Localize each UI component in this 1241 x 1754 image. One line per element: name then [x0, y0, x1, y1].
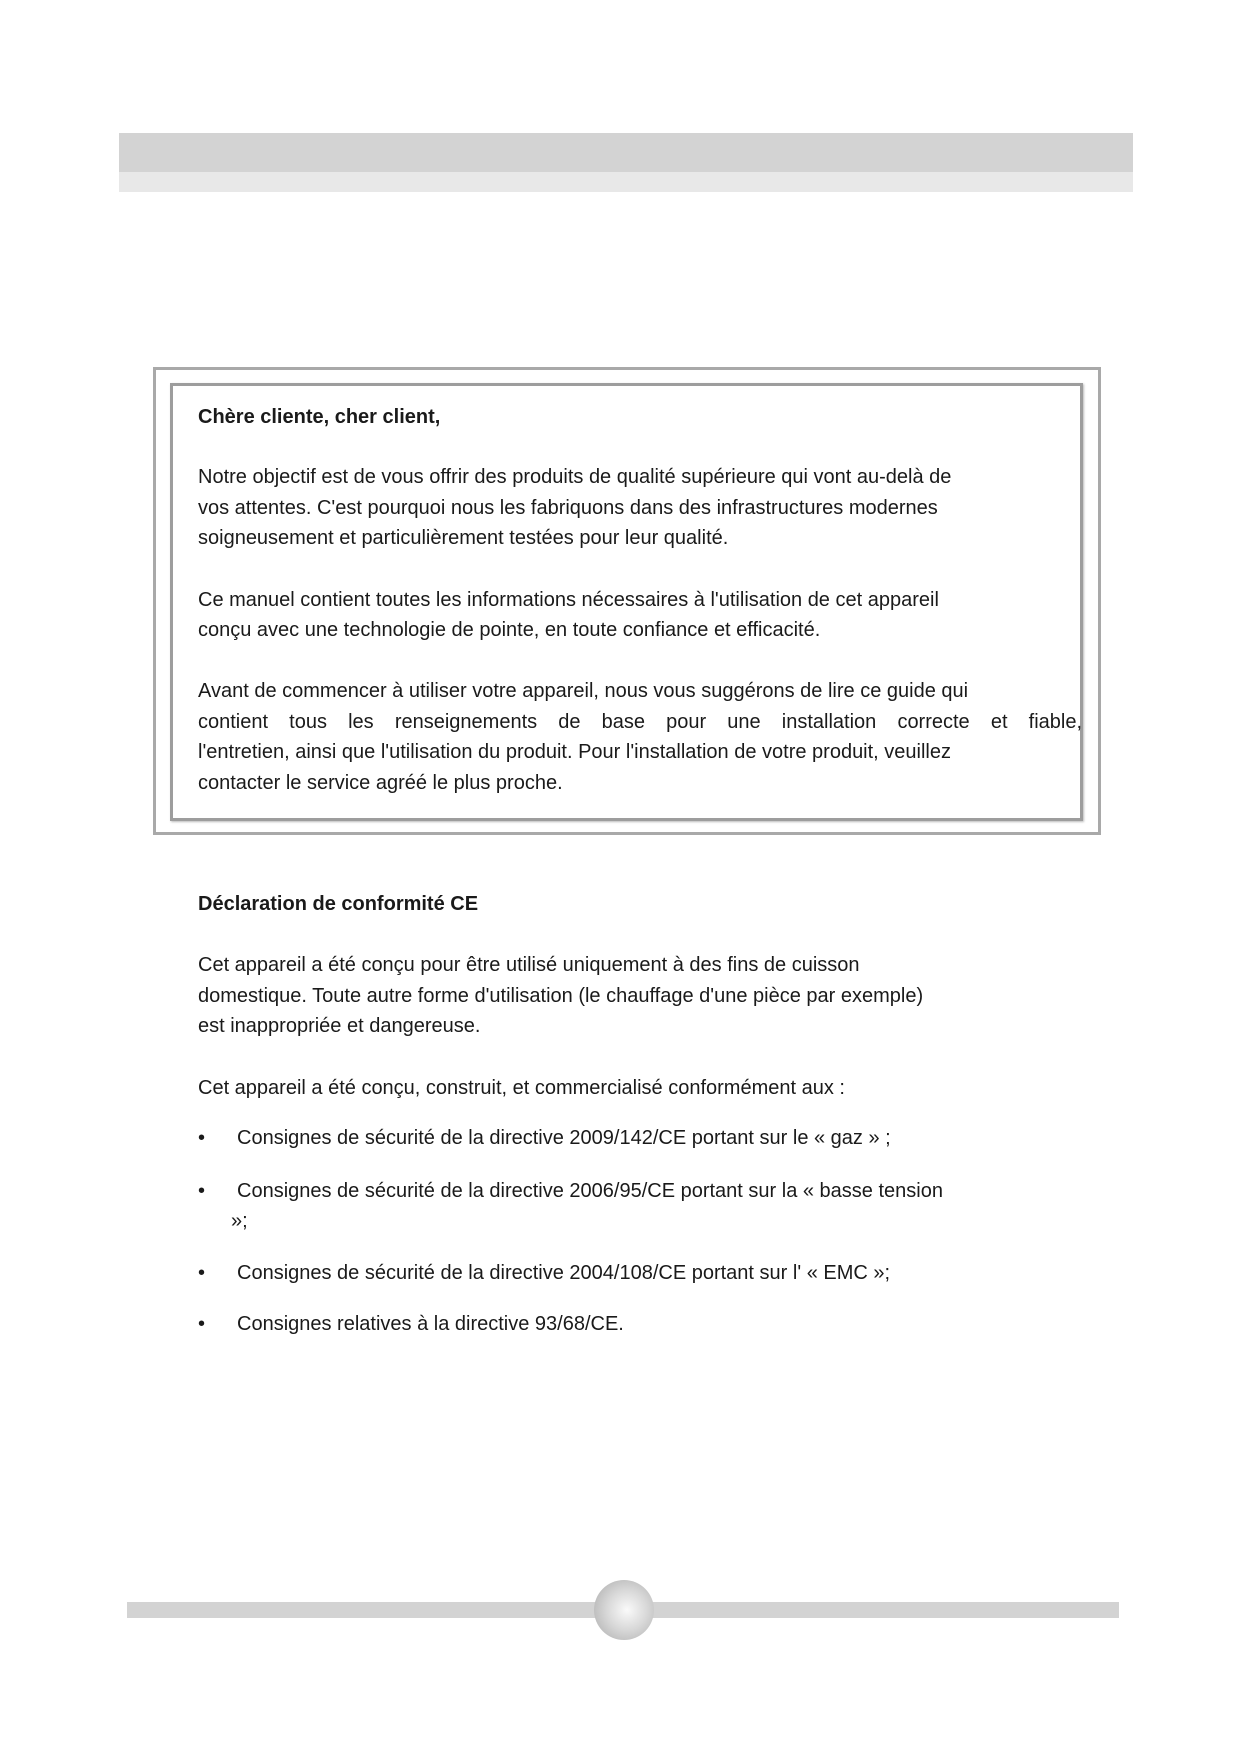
declaration-p1-line: domestique. Toute autre forme d'utilisation (le chauffage d'une pièce par exemple) [198, 985, 924, 1007]
bullet-item: Consignes de sécurité de la directive 2006/95/CE portant sur la « basse tension [237, 1180, 943, 1202]
letter-p3-line: contacter le service agréé le plus proche. [198, 772, 563, 794]
bullet-icon: • [198, 1313, 206, 1335]
letter-p3-line: Avant de commencer à utiliser votre appareil, nous vous suggérons de lire ce guide qui [198, 680, 969, 702]
declaration-p1-line: est inappropriée et dangereuse. [198, 1015, 481, 1037]
declaration-intro: Cet appareil a été conçu, construit, et commercialisé conformément aux : [198, 1077, 845, 1099]
bullet-icon: • [198, 1180, 206, 1202]
bullet-item: Consignes relatives à la directive 93/68/CE. [237, 1313, 624, 1335]
bullet-item: Consignes de sécurité de la directive 2009/142/CE portant sur le « gaz » ; [237, 1127, 891, 1149]
letter-p3-line: l'entretien, ainsi que l'utilisation du produit. Pour l'installation de votre produit, veuillez [198, 741, 951, 763]
letter-p2-line: Ce manuel contient toutes les informations nécessaires à l'utilisation de cet appareil [198, 589, 939, 611]
declaration-heading: Déclaration de conformité CE [198, 893, 479, 915]
letter-p2-line: conçu avec une technologie de pointe, en toute confiance et efficacité. [198, 619, 821, 641]
letter-p3-line: contient tous les renseignements de base pour une installation correcte et fiable, [198, 711, 1082, 733]
letter-p1-line: vos attentes. C'est pourquoi nous les fabriquons dans des infrastructures modernes [198, 497, 938, 519]
declaration-p1-line: Cet appareil a été conçu pour être utilisé uniquement à des fins de cuisson [198, 954, 860, 976]
bullet-icon: • [198, 1127, 206, 1149]
letter-greeting: Chère cliente, cher client, [198, 406, 441, 428]
letter-p1-line: Notre objectif est de vous offrir des produits de qualité supérieure qui vont au-delà de [198, 466, 952, 488]
bullet-icon: • [198, 1262, 206, 1284]
bullet-item-continuation: »; [231, 1210, 248, 1232]
footer-circle-ornament [594, 1580, 654, 1640]
header-band [119, 133, 1133, 172]
header-band-shadow [119, 172, 1133, 192]
bullet-item: Consignes de sécurité de la directive 2004/108/CE portant sur l' « EMC »; [237, 1262, 891, 1284]
letter-p1-line: soigneusement et particulièrement testées pour leur qualité. [198, 527, 729, 549]
